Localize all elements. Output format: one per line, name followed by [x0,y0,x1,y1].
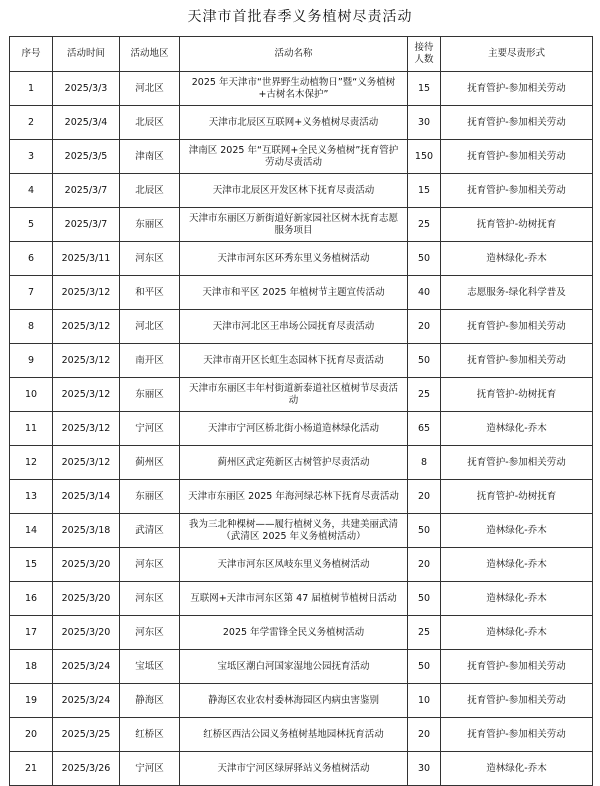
cell-count: 150 [408,140,441,174]
table-row [10,310,593,344]
cell-count: 25 [408,378,441,412]
table-row [10,412,593,446]
cell-no: 3 [10,140,53,174]
header-district: 活动地区 [120,37,180,72]
cell-district: 河东区 [120,582,180,616]
table-row [10,480,593,514]
cell-district: 东丽区 [120,208,180,242]
cell-district: 武清区 [120,514,180,548]
cell-count: 15 [408,72,441,106]
table-row [10,140,593,174]
cell-form: 抚育管护-参加相关劳动 [441,174,593,208]
cell-name: 天津市东丽区万新街道好新家园社区树木抚育志愿服务项目 [180,208,408,242]
cell-date: 2025/3/3 [53,72,120,106]
table-row [10,378,593,412]
cell-name: 蓟州区武定苑新区古树管护尽责活动 [180,446,408,480]
cell-district: 宁河区 [120,752,180,786]
cell-form: 造林绿化-乔木 [441,514,593,548]
table-body [10,72,593,786]
cell-name: 天津市河东区凤岐东里义务植树活动 [180,548,408,582]
cell-district: 红桥区 [120,718,180,752]
cell-name: 静海区农业农村委林海园区内病虫害鉴别 [180,684,408,718]
cell-form: 造林绿化-乔木 [441,616,593,650]
cell-name: 天津市南开区长虹生态园林下抚育尽责活动 [180,344,408,378]
cell-no: 14 [10,514,53,548]
cell-date: 2025/3/7 [53,208,120,242]
table-row [10,208,593,242]
cell-no: 11 [10,412,53,446]
cell-district: 津南区 [120,140,180,174]
cell-date: 2025/3/24 [53,650,120,684]
cell-no: 12 [10,446,53,480]
cell-date: 2025/3/12 [53,276,120,310]
cell-count: 20 [408,480,441,514]
table-row [10,344,593,378]
cell-count: 50 [408,344,441,378]
cell-name: 天津市宁河区绿屏驿站义务植树活动 [180,752,408,786]
header-count: 接待人数 [408,37,441,72]
cell-no: 17 [10,616,53,650]
table-row [10,514,593,548]
cell-count: 20 [408,310,441,344]
cell-date: 2025/3/26 [53,752,120,786]
cell-form: 抚育管护-参加相关劳动 [441,140,593,174]
cell-name: 天津市北辰区开发区林下抚育尽责活动 [180,174,408,208]
cell-no: 4 [10,174,53,208]
activities-table [9,36,593,786]
cell-district: 静海区 [120,684,180,718]
cell-district: 河北区 [120,72,180,106]
cell-form: 抚育管护-参加相关劳动 [441,446,593,480]
cell-no: 9 [10,344,53,378]
cell-count: 20 [408,548,441,582]
cell-date: 2025/3/12 [53,344,120,378]
cell-no: 19 [10,684,53,718]
cell-name: 天津市河东区环秀东里义务植树活动 [180,242,408,276]
cell-form: 抚育管护-参加相关劳动 [441,650,593,684]
cell-count: 20 [408,718,441,752]
table-row [10,616,593,650]
table-row [10,276,593,310]
cell-date: 2025/3/18 [53,514,120,548]
cell-district: 宝坻区 [120,650,180,684]
table-row [10,106,593,140]
cell-date: 2025/3/24 [53,684,120,718]
table-row [10,718,593,752]
cell-district: 东丽区 [120,378,180,412]
cell-date: 2025/3/7 [53,174,120,208]
cell-date: 2025/3/12 [53,412,120,446]
cell-count: 30 [408,752,441,786]
cell-count: 50 [408,650,441,684]
cell-district: 和平区 [120,276,180,310]
cell-count: 8 [408,446,441,480]
table-row [10,650,593,684]
cell-form: 造林绿化-乔木 [441,412,593,446]
cell-no: 1 [10,72,53,106]
cell-form: 造林绿化-乔木 [441,548,593,582]
cell-form: 造林绿化-乔木 [441,242,593,276]
cell-form: 抚育管护-参加相关劳动 [441,310,593,344]
cell-district: 北辰区 [120,106,180,140]
cell-date: 2025/3/20 [53,616,120,650]
cell-form: 抚育管护-参加相关劳动 [441,344,593,378]
cell-count: 40 [408,276,441,310]
cell-date: 2025/3/25 [53,718,120,752]
cell-count: 25 [408,208,441,242]
cell-name: 宝坻区潮白河国家湿地公园抚育活动 [180,650,408,684]
cell-form: 造林绿化-乔木 [441,752,593,786]
cell-no: 15 [10,548,53,582]
cell-form: 志愿服务-绿化科学普及 [441,276,593,310]
cell-count: 50 [408,582,441,616]
cell-no: 5 [10,208,53,242]
cell-date: 2025/3/12 [53,310,120,344]
table-row [10,548,593,582]
cell-no: 6 [10,242,53,276]
table-row [10,72,593,106]
cell-no: 8 [10,310,53,344]
cell-no: 21 [10,752,53,786]
cell-form: 抚育管护-幼树抚育 [441,378,593,412]
cell-name: 天津市东丽区丰年村街道新泰道社区植树节尽责活动 [180,378,408,412]
cell-district: 宁河区 [120,412,180,446]
cell-date: 2025/3/12 [53,446,120,480]
cell-name: 天津市河北区王串场公园抚育尽责活动 [180,310,408,344]
cell-no: 2 [10,106,53,140]
header-name: 活动名称 [180,37,408,72]
cell-date: 2025/3/20 [53,548,120,582]
cell-no: 16 [10,582,53,616]
header-no: 序号 [10,37,53,72]
cell-count: 50 [408,242,441,276]
cell-form: 抚育管护-参加相关劳动 [441,106,593,140]
cell-form: 造林绿化-乔木 [441,582,593,616]
cell-name: 互联网+天津市河东区第 47 届植树节植树日活动 [180,582,408,616]
cell-form: 抚育管护-参加相关劳动 [441,684,593,718]
cell-name: 红桥区西沽公园义务植树基地园林抚育活动 [180,718,408,752]
cell-name: 天津市北辰区互联网+义务植树尽责活动 [180,106,408,140]
table-header-row [10,37,593,72]
cell-name: 2025 年天津市“世界野生动植物日”暨“义务植树+古树名木保护” [180,72,408,106]
document-title: 天津市首批春季义务植树尽责活动 [187,9,413,25]
cell-no: 7 [10,276,53,310]
table-row [10,174,593,208]
cell-count: 65 [408,412,441,446]
header-form: 主要尽责形式 [441,37,593,72]
cell-date: 2025/3/11 [53,242,120,276]
cell-name: 天津市东丽区 2025 年海河绿芯林下抚育尽责活动 [180,480,408,514]
cell-no: 13 [10,480,53,514]
cell-name: 天津市和平区 2025 年植树节主题宣传活动 [180,276,408,310]
table-row [10,446,593,480]
cell-form: 抚育管护-幼树抚育 [441,208,593,242]
table-row [10,752,593,786]
cell-count: 25 [408,616,441,650]
cell-name: 2025 年学雷锋全民义务植树活动 [180,616,408,650]
cell-form: 抚育管护-参加相关劳动 [441,718,593,752]
cell-district: 河东区 [120,548,180,582]
cell-district: 河东区 [120,242,180,276]
table-row [10,684,593,718]
cell-date: 2025/3/14 [53,480,120,514]
table-row [10,582,593,616]
cell-form: 抚育管护-幼树抚育 [441,480,593,514]
cell-date: 2025/3/12 [53,378,120,412]
cell-name: 津南区 2025 年“互联网+全民义务植树”抚育管护劳动尽责活动 [180,140,408,174]
cell-district: 东丽区 [120,480,180,514]
table-row [10,242,593,276]
cell-date: 2025/3/4 [53,106,120,140]
header-date: 活动时间 [53,37,120,72]
cell-name: 天津市宁河区桥北街小杨道造林绿化活动 [180,412,408,446]
cell-district: 河东区 [120,616,180,650]
cell-count: 30 [408,106,441,140]
cell-count: 50 [408,514,441,548]
cell-no: 20 [10,718,53,752]
cell-district: 河北区 [120,310,180,344]
cell-date: 2025/3/5 [53,140,120,174]
cell-count: 15 [408,174,441,208]
cell-name: 我为三北种棵树——履行植树义务，共建美丽武清（武清区 2025 年义务植树活动） [180,514,408,548]
cell-no: 18 [10,650,53,684]
cell-no: 10 [10,378,53,412]
cell-date: 2025/3/20 [53,582,120,616]
cell-district: 南开区 [120,344,180,378]
cell-form: 抚育管护-参加相关劳动 [441,72,593,106]
cell-district: 北辰区 [120,174,180,208]
cell-count: 10 [408,684,441,718]
cell-district: 蓟州区 [120,446,180,480]
